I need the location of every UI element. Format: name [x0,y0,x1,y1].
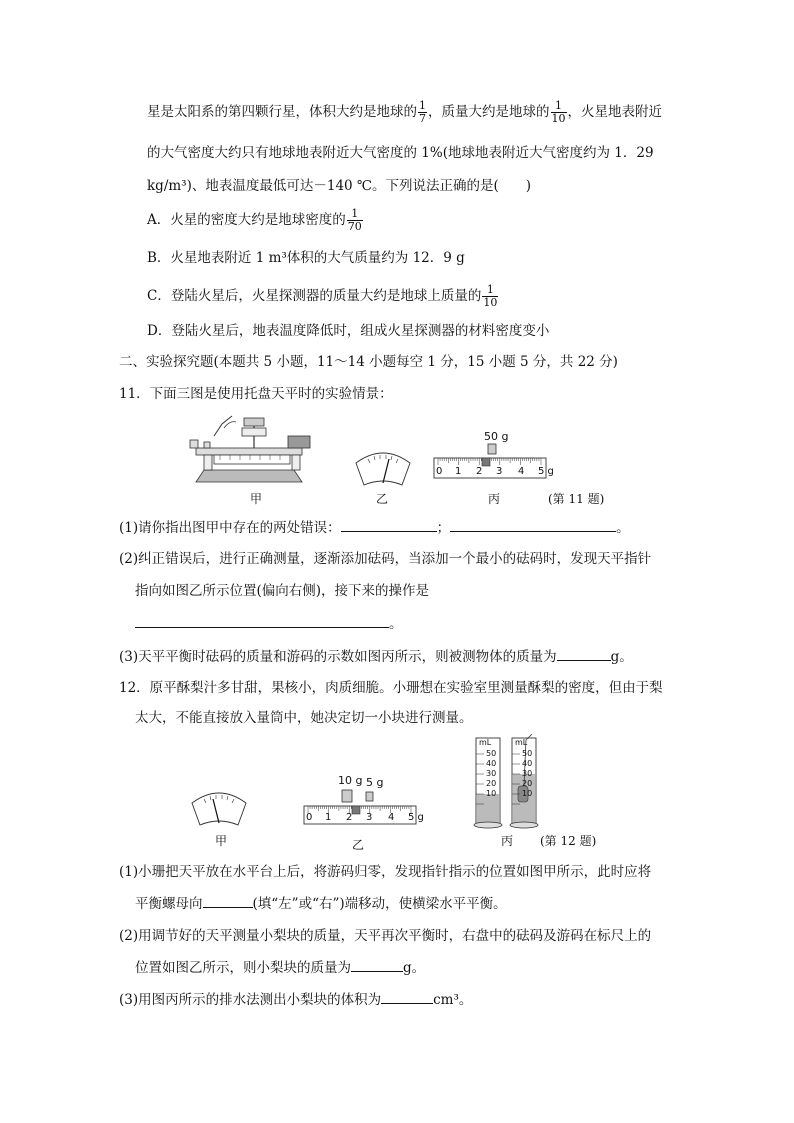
answer-blank[interactable] [203,893,253,908]
answer-blank[interactable] [450,517,616,532]
rider-scale-figure [432,442,548,482]
q12-part1-line1: (1)小珊把天平放在水平台上后，将游码归零，发现指针指示的位置如图甲所示，此时应将 [119,864,652,880]
fraction: $\frac{1}{70}$ [347,207,362,233]
q12-part2-line1: (2)用调节好的天平测量小梨块的质量，天平再次平衡时，右盘中的砝码及游码在标尺上的 [119,928,652,944]
q12-part1-line2: 平衡螺母向 (填“左”或“右”)端移动，使横梁水平平衡。 [135,893,507,914]
fig11-label-bing: 丙 [488,492,501,506]
q11-part2-line2: 指向如图乙所示位置(偏向右侧)，接下来的操作是 [135,583,430,599]
q10-option-a: A．火星的密度大约是地球密度的 $\frac{1}{70}$ [147,207,362,233]
fig12-label-bing: 丙 [501,834,514,848]
q12-part2-line2: 位置如图乙所示，则小梨块的质量为 g。 [135,957,425,978]
rider-scale-figure [302,786,418,826]
q11-part2-line3: 。 [135,613,403,634]
answer-blank[interactable] [135,613,389,628]
q10-line1: 星是太阳系的第四颗行星，体积大约是地球的 $\frac{1}{7}$ ，质量大约是地球的 $\frac{1}{10}$ ，火星地表附近 [147,99,662,125]
pointer-dial-figure [352,445,414,489]
fig12-label-jia: 甲 [215,834,228,848]
weight-label-10g: 10 g [338,774,363,787]
q11-part3: (3)天平平衡时砝码的质量和游码的示数如图丙所示，则被测物体的质量为 g。 [119,646,633,667]
q12-line1: 12．原平酥梨汁多甘甜，果核小，肉质细脆。小珊想在实验室里测量酥梨的密度，但由于梨 [119,680,663,696]
fig12-label-yi: 乙 [352,838,365,852]
q10-option-d: D．登陆火星后，地表温度降低时，组成火星探测器的材料密度变小 [147,323,550,339]
pointer-dial-figure [188,785,250,829]
fig11-label-yi: 乙 [376,492,389,506]
weight-label-5g: 5 g [366,776,384,789]
answer-blank[interactable] [341,517,437,532]
fraction: $\frac{1}{7}$ [419,99,426,125]
fig12-caption: (第 12 题) [540,834,597,848]
balance-scale-figure [184,410,314,486]
q12-line2: 太大，不能直接放入量筒中，她决定切一小块进行测量。 [135,710,473,726]
q11-part1: (1)请你指出图甲中存在的两处错误： ； 。 [119,517,630,538]
q11-title: 11．下面三图是使用托盘天平时的实验情景： [119,386,393,402]
fraction: $\frac{1}{10}$ [483,283,498,309]
q10-option-c: C．登陆火星后，火星探测器的质量大约是地球上质量的 $\frac{1}{10}$ [147,283,498,309]
answer-blank[interactable] [351,957,403,972]
q10-option-b: B．火星地表附近 1 m³体积的大气质量约为 12．9 g [147,250,465,266]
section-heading: 二、实验探究题(本题共 5 小题，11～14 小题每空 1 分，15 小题 5 分，共 22 分) [119,354,618,370]
cylinder-unit-left: mL [479,738,492,747]
cylinder-ticks-right: 50 40 30 20 10 [522,749,533,798]
fraction: $\frac{1}{10}$ [551,99,566,125]
cylinder-unit-right: mL [515,738,528,747]
weight-label: 50 g [484,430,509,443]
answer-blank[interactable] [381,989,433,1004]
q10-line2: 的大气密度大约只有地球地表附近大气密度的 1%(地球地表附近大气密度约为 1．29 [147,145,654,161]
q12-part3: (3)用图丙所示的排水法测出小梨块的体积为 cm³。 [119,989,472,1010]
fig11-label-jia: 甲 [250,492,263,506]
q11-part2-line1: (2)纠正错误后，进行正确测量，逐渐添加砝码，当添加一个最小的砝码时，发现天平指针 [119,551,652,567]
q10-line3: kg/m³)、地表温度最低可达－140 ℃。下列说法正确的是( ) [147,178,532,194]
fig11-caption: (第 11 题) [548,492,605,506]
answer-blank[interactable] [557,646,611,661]
cylinder-ticks-left: 50 40 30 20 10 [486,749,497,798]
